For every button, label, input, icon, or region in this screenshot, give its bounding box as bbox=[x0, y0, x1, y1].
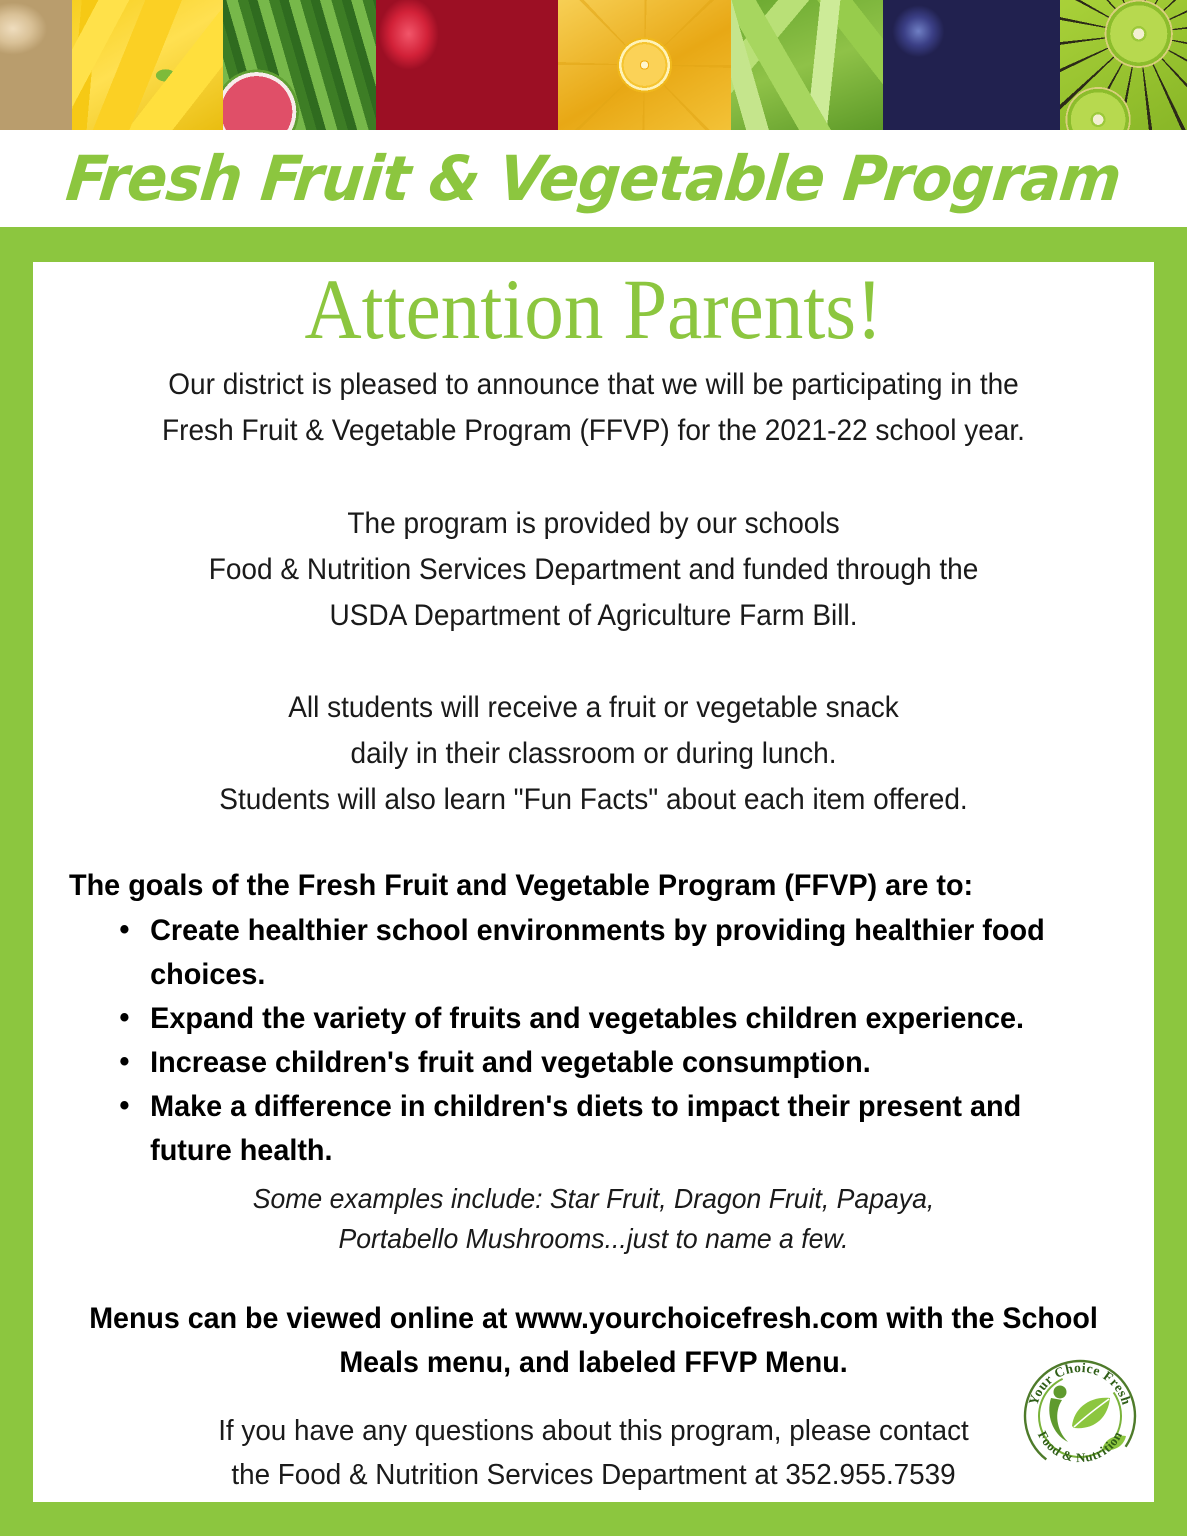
examples-note bbox=[61, 1179, 1126, 1259]
contact-line-1: If you have any questions about this program, please contact bbox=[218, 1414, 969, 1447]
photo-yellow-squash bbox=[72, 0, 223, 130]
header-photo-strip bbox=[0, 0, 1187, 130]
svg-text:Food & Nutrition bbox=[1035, 1428, 1125, 1465]
goal-item: • Create healthier school environments by providing healthier food choices. bbox=[33, 909, 1109, 997]
funding-line-3: USDA Department of Agriculture Farm Bill. bbox=[329, 598, 858, 632]
logo-top-text: Your Choice Fresh bbox=[1025, 1359, 1135, 1407]
menus-line-2: Meals menu, and labeled FFVP Menu. bbox=[339, 1345, 848, 1379]
contact-line-2: the Food & Nutrition Services Department at 352.955.7539 bbox=[231, 1458, 956, 1491]
goal-item: • Expand the variety of fruits and vegetables children experience. bbox=[33, 997, 1109, 1041]
program-banner bbox=[0, 130, 1187, 227]
menus-line-1: Menus can be viewed online at www.yourchoicefresh.com with the School bbox=[89, 1301, 1098, 1335]
logo-bottom-text: Food & Nutrition bbox=[1034, 1428, 1126, 1466]
page-title: Attention Parents! bbox=[304, 262, 883, 357]
funding-line-1: The program is provided by our schools bbox=[347, 506, 840, 540]
program-banner-title: Fresh Fruit & Vegetable Program bbox=[62, 141, 1125, 215]
photo-lemon bbox=[558, 0, 731, 130]
photo-kiwi bbox=[1060, 0, 1187, 130]
goal-item: • Make a difference in children's diets to impact their present and future health. bbox=[33, 1085, 1109, 1173]
content-panel bbox=[33, 262, 1154, 1502]
your-choice-fresh-logo bbox=[1016, 1352, 1144, 1480]
goals-heading: The goals of the Fresh Fruit and Vegetable Program (FFVP) are to: bbox=[69, 868, 974, 902]
funding-line-2: Food & Nutrition Services Department and funded through the bbox=[208, 552, 979, 586]
funding-paragraph bbox=[61, 501, 1126, 639]
photo-blueberries bbox=[883, 0, 1060, 130]
photo-potatoes bbox=[0, 0, 72, 130]
contact-note bbox=[55, 1409, 1131, 1497]
goals-list bbox=[33, 909, 1154, 1173]
green-frame-border bbox=[0, 227, 1187, 1536]
intro-paragraph bbox=[61, 362, 1126, 454]
photo-snap-peas bbox=[731, 0, 883, 130]
snack-line-3: Students will also learn "Fun Facts" about each item offered. bbox=[219, 782, 968, 816]
photo-strawberries bbox=[376, 0, 558, 130]
intro-line-1: Our district is pleased to announce that we will be participating in the bbox=[168, 367, 1019, 401]
photo-watermelon bbox=[223, 0, 376, 130]
menus-note bbox=[50, 1297, 1137, 1385]
examples-line-1: Some examples include: Star Fruit, Dragon Fruit, Papaya, bbox=[252, 1182, 935, 1214]
snack-line-2: daily in their classroom or during lunch. bbox=[350, 736, 837, 770]
svg-text:Your Choice Fresh bbox=[1026, 1360, 1135, 1407]
snack-line-1: All students will receive a fruit or vegetable snack bbox=[288, 690, 899, 724]
intro-line-2: Fresh Fruit & Vegetable Program (FFVP) for the 2021-22 school year. bbox=[162, 413, 1025, 447]
goal-item: • Increase children's fruit and vegetable consumption. bbox=[33, 1041, 1109, 1085]
examples-line-2: Portabello Mushrooms...just to name a few. bbox=[338, 1222, 849, 1254]
snack-paragraph bbox=[61, 685, 1126, 823]
